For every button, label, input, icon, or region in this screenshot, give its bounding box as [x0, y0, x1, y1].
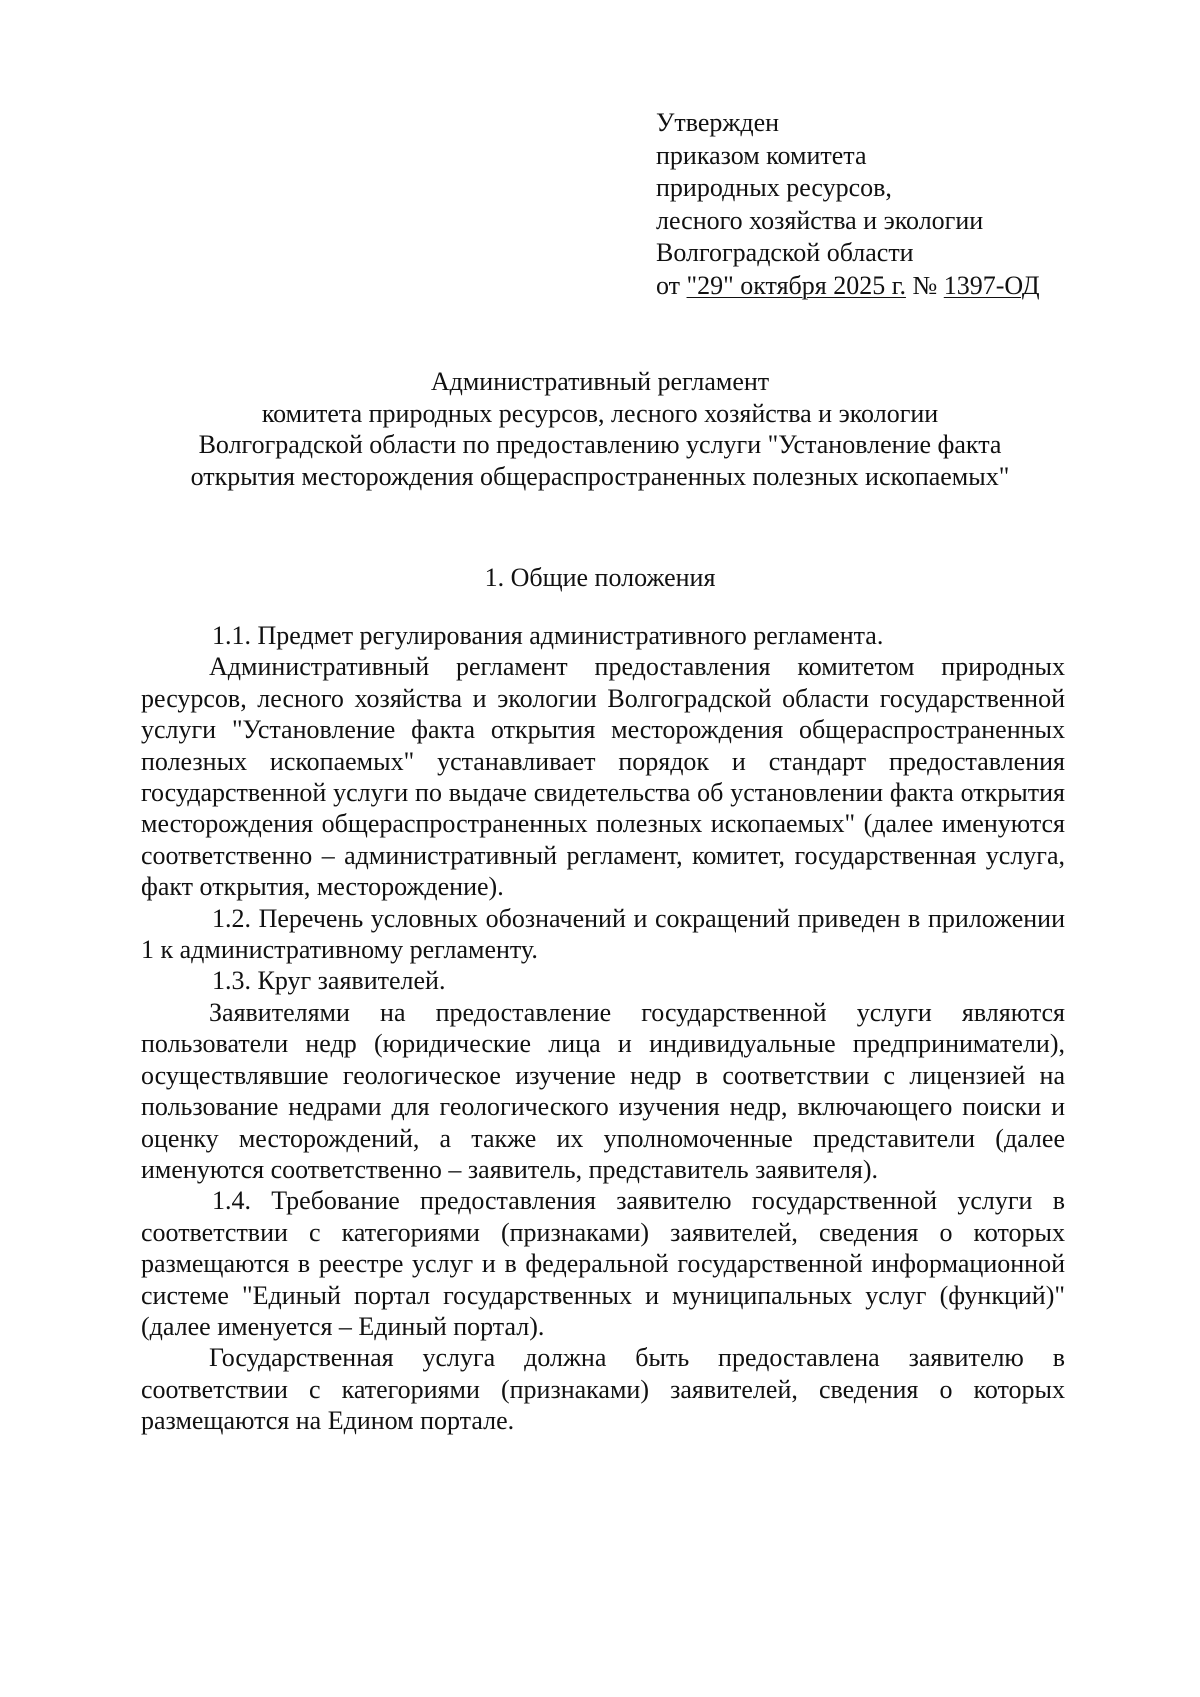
approval-date-line: [656, 270, 1076, 303]
approval-line: лесного хозяйства и экологии: [656, 205, 984, 235]
section-heading: 1. Общие положения: [484, 563, 716, 592]
paragraph-1-3: 1.3. Круг заявителей.: [212, 966, 446, 996]
title-line: комитета природных ресурсов, лесного хозяйства и экологии: [261, 398, 939, 428]
paragraph-1-4: 1.4. Требование предоставления заявителю государственной услуги в соответствии с категориями (признаками) заявителей, сведения о которых размещаются в реестре услуг и в федеральной государственной информационной системе "Единый портал государственных и муниципальных услуг (функций)" (далее именуется – Единый портал).: [141, 1186, 1065, 1341]
approval-line: природных ресурсов,: [656, 173, 892, 202]
approval-line: Волгоградской области: [656, 238, 914, 267]
paragraph-applicants: Заявителями на предоставление государственной услуги являются пользователи недр (юридические лица и индивидуальные предприниматели), осуществлявшие геологическое изучение недр в соответствии с лицензией на пользование недрами для геологического изучения недр, включающего поиски и оценку месторождений, а также их уполномоченные представители (далее именуются соответственно – заявитель, представитель заявителя).: [141, 997, 1065, 1184]
approval-number: 1397-ОД: [943, 270, 1040, 300]
paragraph-1-2: 1.2. Перечень условных обозначений и сокращений приведен в приложении 1 к административному регламенту.: [141, 903, 1065, 965]
approval-date: "29" октября 2025 г.: [686, 270, 906, 300]
approval-line: приказом комитета: [656, 140, 867, 170]
title-line: открытия месторождения общераспространенных полезных ископаемых": [190, 461, 1010, 491]
title-line: Административный регламент: [430, 367, 770, 396]
approval-number-sign: №: [905, 270, 944, 300]
approval-date-prefix: от: [656, 270, 687, 300]
document-title: [120, 366, 1080, 492]
paragraph-regulation-scope: Административный регламент предоставления комитетом природных ресурсов, лесного хозяйства и экологии Волгоградской области государственной услуги "Установление факта открытия месторождения общераспространенных полезных ископаемых" устанавливает порядок и стандарт предоставления государственной услуги по выдаче свидетельства об установлении факта открытия месторождения общераспространенных полезных ископаемых" (далее именуются соответственно – административный регламент, комитет, государственная услуга, факт открытия, месторождение).: [141, 652, 1065, 902]
approval-line: Утвержден: [656, 108, 780, 137]
approval-stamp-block: [656, 107, 1076, 302]
title-line: Волгоградской области по предоставлению услуги "Установление факта: [198, 430, 1002, 459]
section-body: [141, 620, 1065, 1437]
paragraph-service-provision: Государственная услуга должна быть предоставлена заявителю в соответствии с категориями (признаками) заявителей, сведения о которых размещаются на Едином портале.: [141, 1343, 1065, 1436]
paragraph-1-1: 1.1. Предмет регулирования административного регламента.: [212, 621, 884, 650]
